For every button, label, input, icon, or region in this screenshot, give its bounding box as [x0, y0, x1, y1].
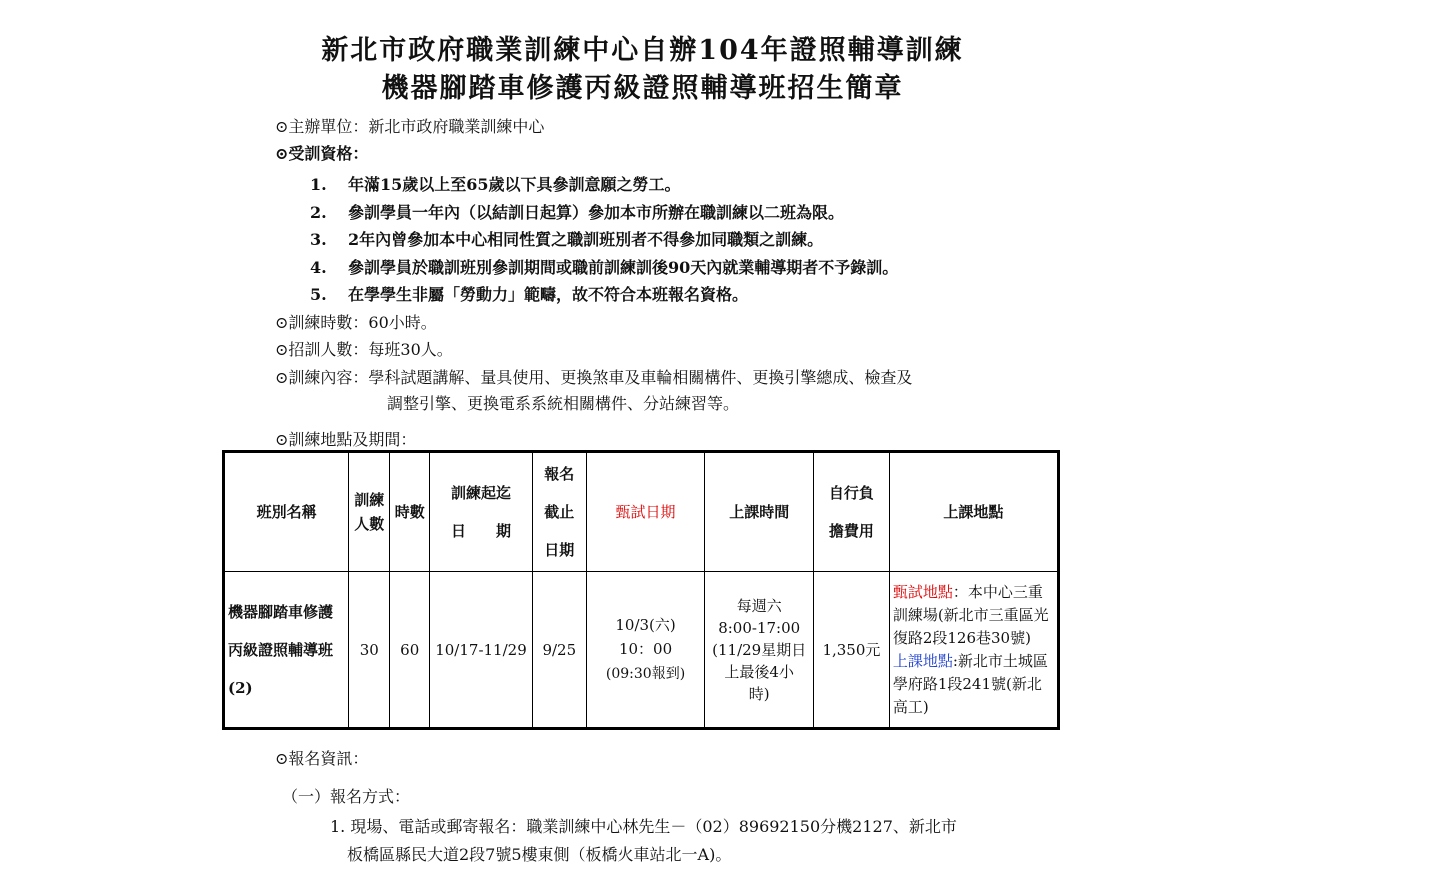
item-text: 年滿15歲以上至65歲以下具參訓意願之勞工。 [348, 175, 681, 194]
cell-period: 10/17-11/29 [430, 572, 533, 729]
eligibility-heading: ⊙受訓資格： [275, 144, 369, 163]
table-header-row [224, 452, 1059, 572]
registration-method: （一）報名方式： [282, 787, 411, 806]
header-exam-date: 甄試日期 [586, 452, 705, 572]
cell-deadline: 9/25 [532, 572, 586, 729]
registration-heading: ⊙報名資訊： [275, 749, 369, 768]
item-number: 4. [310, 258, 327, 277]
exam-location-label: 甄試地點 [892, 582, 953, 601]
item-text: 參訓學員於職訓班別參訓期間或職前訓練訓後90天內就業輔導期者不予錄訓。 [348, 258, 899, 277]
header-trainees: 訓練 人數 [349, 452, 390, 572]
document-title-line2: 機器腳踏車修護丙級證照輔導班招生簡章 [381, 73, 904, 104]
eligibility-item-1 [310, 172, 681, 195]
header-fee: 自行負 擔費用 [814, 452, 890, 572]
table-row [224, 572, 1059, 729]
item-number: 3. [310, 230, 327, 249]
cell-class-time: 每週六 8:00-17:00 (11/29星期日 上最後4小 時) [705, 572, 814, 729]
header-hours: 時數 [390, 452, 430, 572]
cell-exam-date: 10/3(六) 10：00 (09:30報到) [586, 572, 705, 729]
cell-class-name: 機器腳踏車修護 丙級證照輔導班 (2) [224, 572, 349, 729]
header-class-time: 上課時間 [705, 452, 814, 572]
class-location-text: :新北市土城區學府路1段241號(新北高工) [892, 651, 1048, 716]
eligibility-item-5 [310, 282, 748, 305]
item-number: 1. [310, 175, 327, 194]
cell-location [889, 572, 1058, 729]
item-text: 參訓學員一年內（以結訓日起算）參加本市所辦在職訓練以二班為限。 [348, 203, 845, 222]
schedule-table [222, 450, 1060, 730]
header-period: 訓練起迄 日 期 [430, 452, 533, 572]
training-hours: ⊙訓練時數：60小時。 [275, 313, 437, 332]
registration-item1-line1: 1. 現場、電話或郵寄報名：職業訓練中心林先生－（02）89692150分機2127、新北市 [330, 817, 957, 836]
header-class-name: 班別名稱 [224, 452, 349, 572]
item-text: 在學學生非屬「勞動力」範疇，故不符合本班報名資格。 [348, 285, 749, 304]
eligibility-item-3 [310, 227, 823, 250]
cell-hours: 60 [390, 572, 430, 729]
cell-fee: 1,350元 [814, 572, 890, 729]
venue-heading: ⊙訓練地點及期間： [275, 430, 417, 449]
enrollment-count: ⊙招訓人數：每班30人。 [275, 340, 453, 359]
header-deadline: 報名 截止 日期 [532, 452, 586, 572]
eligibility-item-2 [310, 200, 844, 223]
item-text: 2年內曾參加本中心相同性質之職訓班別者不得參加同職類之訓練。 [348, 230, 824, 249]
training-content-line1: ⊙訓練內容：學科試題講解、量具使用、更換煞車及車輪相關構件、更換引擎總成、檢查及 [275, 368, 913, 387]
document-title-line1: 新北市政府職業訓練中心自辦104年證照輔導訓練 [321, 35, 964, 66]
item-number: 2. [310, 203, 327, 222]
exam-location-text: ：本中心三重訓練場(新北市三重區光復路2段126巷30號) [892, 582, 1049, 647]
item-number: 5. [310, 285, 327, 304]
header-location: 上課地點 [889, 452, 1058, 572]
registration-item1-line2: 板橋區縣民大道2段7號5樓東側（板橋火車站北一A)。 [347, 845, 732, 864]
organizer: ⊙主辦單位：新北市政府職業訓練中心 [275, 117, 545, 136]
cell-trainees: 30 [349, 572, 390, 729]
training-content-line2: 調整引擎、更換電系系統相關構件、分站練習等。 [387, 394, 740, 413]
class-location-label: 上課地點 [892, 651, 953, 670]
eligibility-item-4 [310, 255, 898, 278]
